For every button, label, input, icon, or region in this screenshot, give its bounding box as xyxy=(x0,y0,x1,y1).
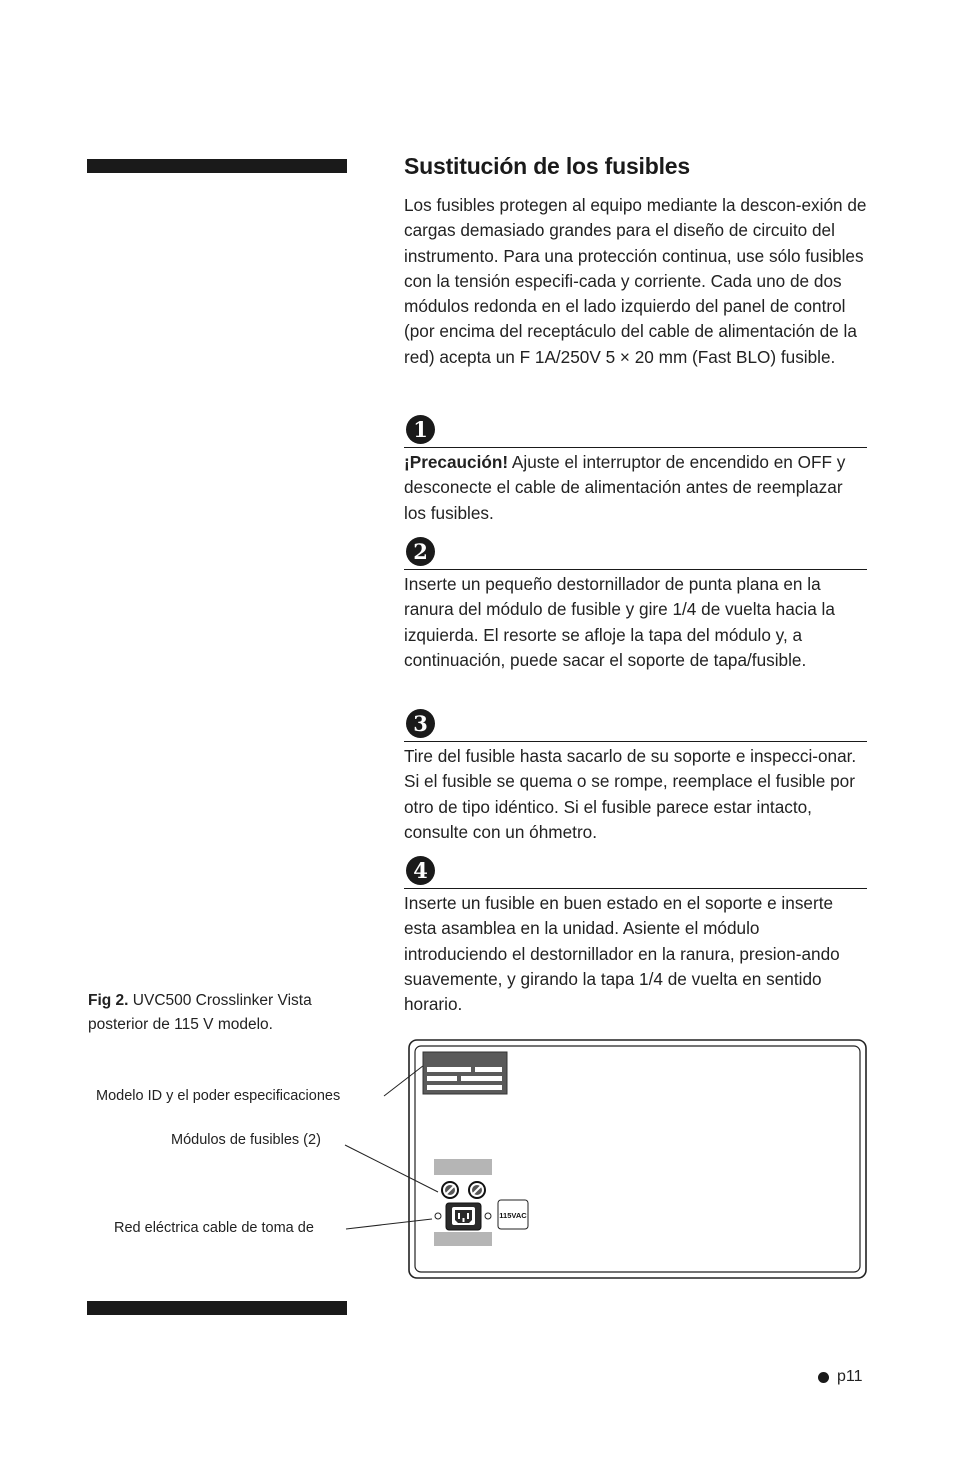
figure-caption-text: UVC500 Crosslinker Vista posterior de 115 V modelo. xyxy=(88,992,312,1033)
fuse-module-left xyxy=(442,1182,458,1198)
power-inlet-socket xyxy=(446,1203,481,1230)
step-2-text: Inserte un pequeño destornillador de punta plana en la ranura del módulo de fusible y gire 1/4 de vuelta hacia la izquierda. El resorte se afloje la tapa del módulo y, a continuación, puede sacar el soporte de tapa/fusible. xyxy=(404,574,835,670)
leader-line-fuse-modules xyxy=(345,1145,438,1192)
label-power-socket: Red eléctrica cable de toma de xyxy=(114,1220,314,1236)
page-number: p11 xyxy=(837,1368,863,1385)
step-3-number: 3 xyxy=(406,709,435,738)
panel-grey-strip-top xyxy=(434,1159,492,1175)
bullet-icon xyxy=(818,1372,829,1383)
decorative-bar-bottom xyxy=(87,1301,347,1315)
label-model-id: Modelo ID y el poder especificaciones xyxy=(96,1088,341,1104)
figure-caption-label: Fig 2. xyxy=(88,992,129,1009)
step-3-text: Tire del fusible hasta sacarlo de su soporte e inspecci-onar. Si el fusible se quema o se rompe, reemplace el fusible por otro de tipo idéntico. Si el fusible parece estar intacto, consulte con un óhmetro. xyxy=(404,746,857,842)
step-4-number: 4 xyxy=(406,856,435,885)
step-2-number: 2 xyxy=(406,537,435,566)
leader-line-model-id xyxy=(384,1062,428,1096)
intro-paragraph: Los fusibles protegen al equipo mediante la descon-exión de cargas demasiado grandes para el diseño de circuito del instrumento. Para una protección continua, use sólo fusibles con la tensión especifi-cada y corriente. Cada uno de dos módulos redonda en el lado izquierdo del panel de control (por encima del receptáculo del cable de alimentación de la red) acepta un F 1A/250V 5 × 20 mm (Fast BLO) fusible. xyxy=(404,195,867,367)
caution-label: ¡Precaución! xyxy=(404,452,509,472)
leader-line-power-socket xyxy=(346,1219,432,1229)
label-fuse-modules: Módulos de fusibles (2) xyxy=(171,1132,321,1148)
page-footer xyxy=(818,1368,863,1386)
panel-grey-strip-bottom xyxy=(434,1232,492,1246)
section-title: Sustitución de los fusibles xyxy=(404,153,690,179)
step-4-text: Inserte un fusible en buen estado en el soporte e inserte esta asamblea en la unidad. Asiente el módulo introduciendo el destornillador en la ranura, presion-ando suavemente, y girando la tapa 1/4 de vuelta en sentido horario. xyxy=(404,893,840,1015)
voltage-tag-text: 115VAC xyxy=(499,1211,527,1220)
step-1-body: Ajuste el interruptor de encendido en OFF y desconecte el cable de alimentación antes de reemplazar los fusibles. xyxy=(404,452,846,523)
step-1-number: 1 xyxy=(406,415,435,444)
fuse-module-right xyxy=(469,1182,485,1198)
